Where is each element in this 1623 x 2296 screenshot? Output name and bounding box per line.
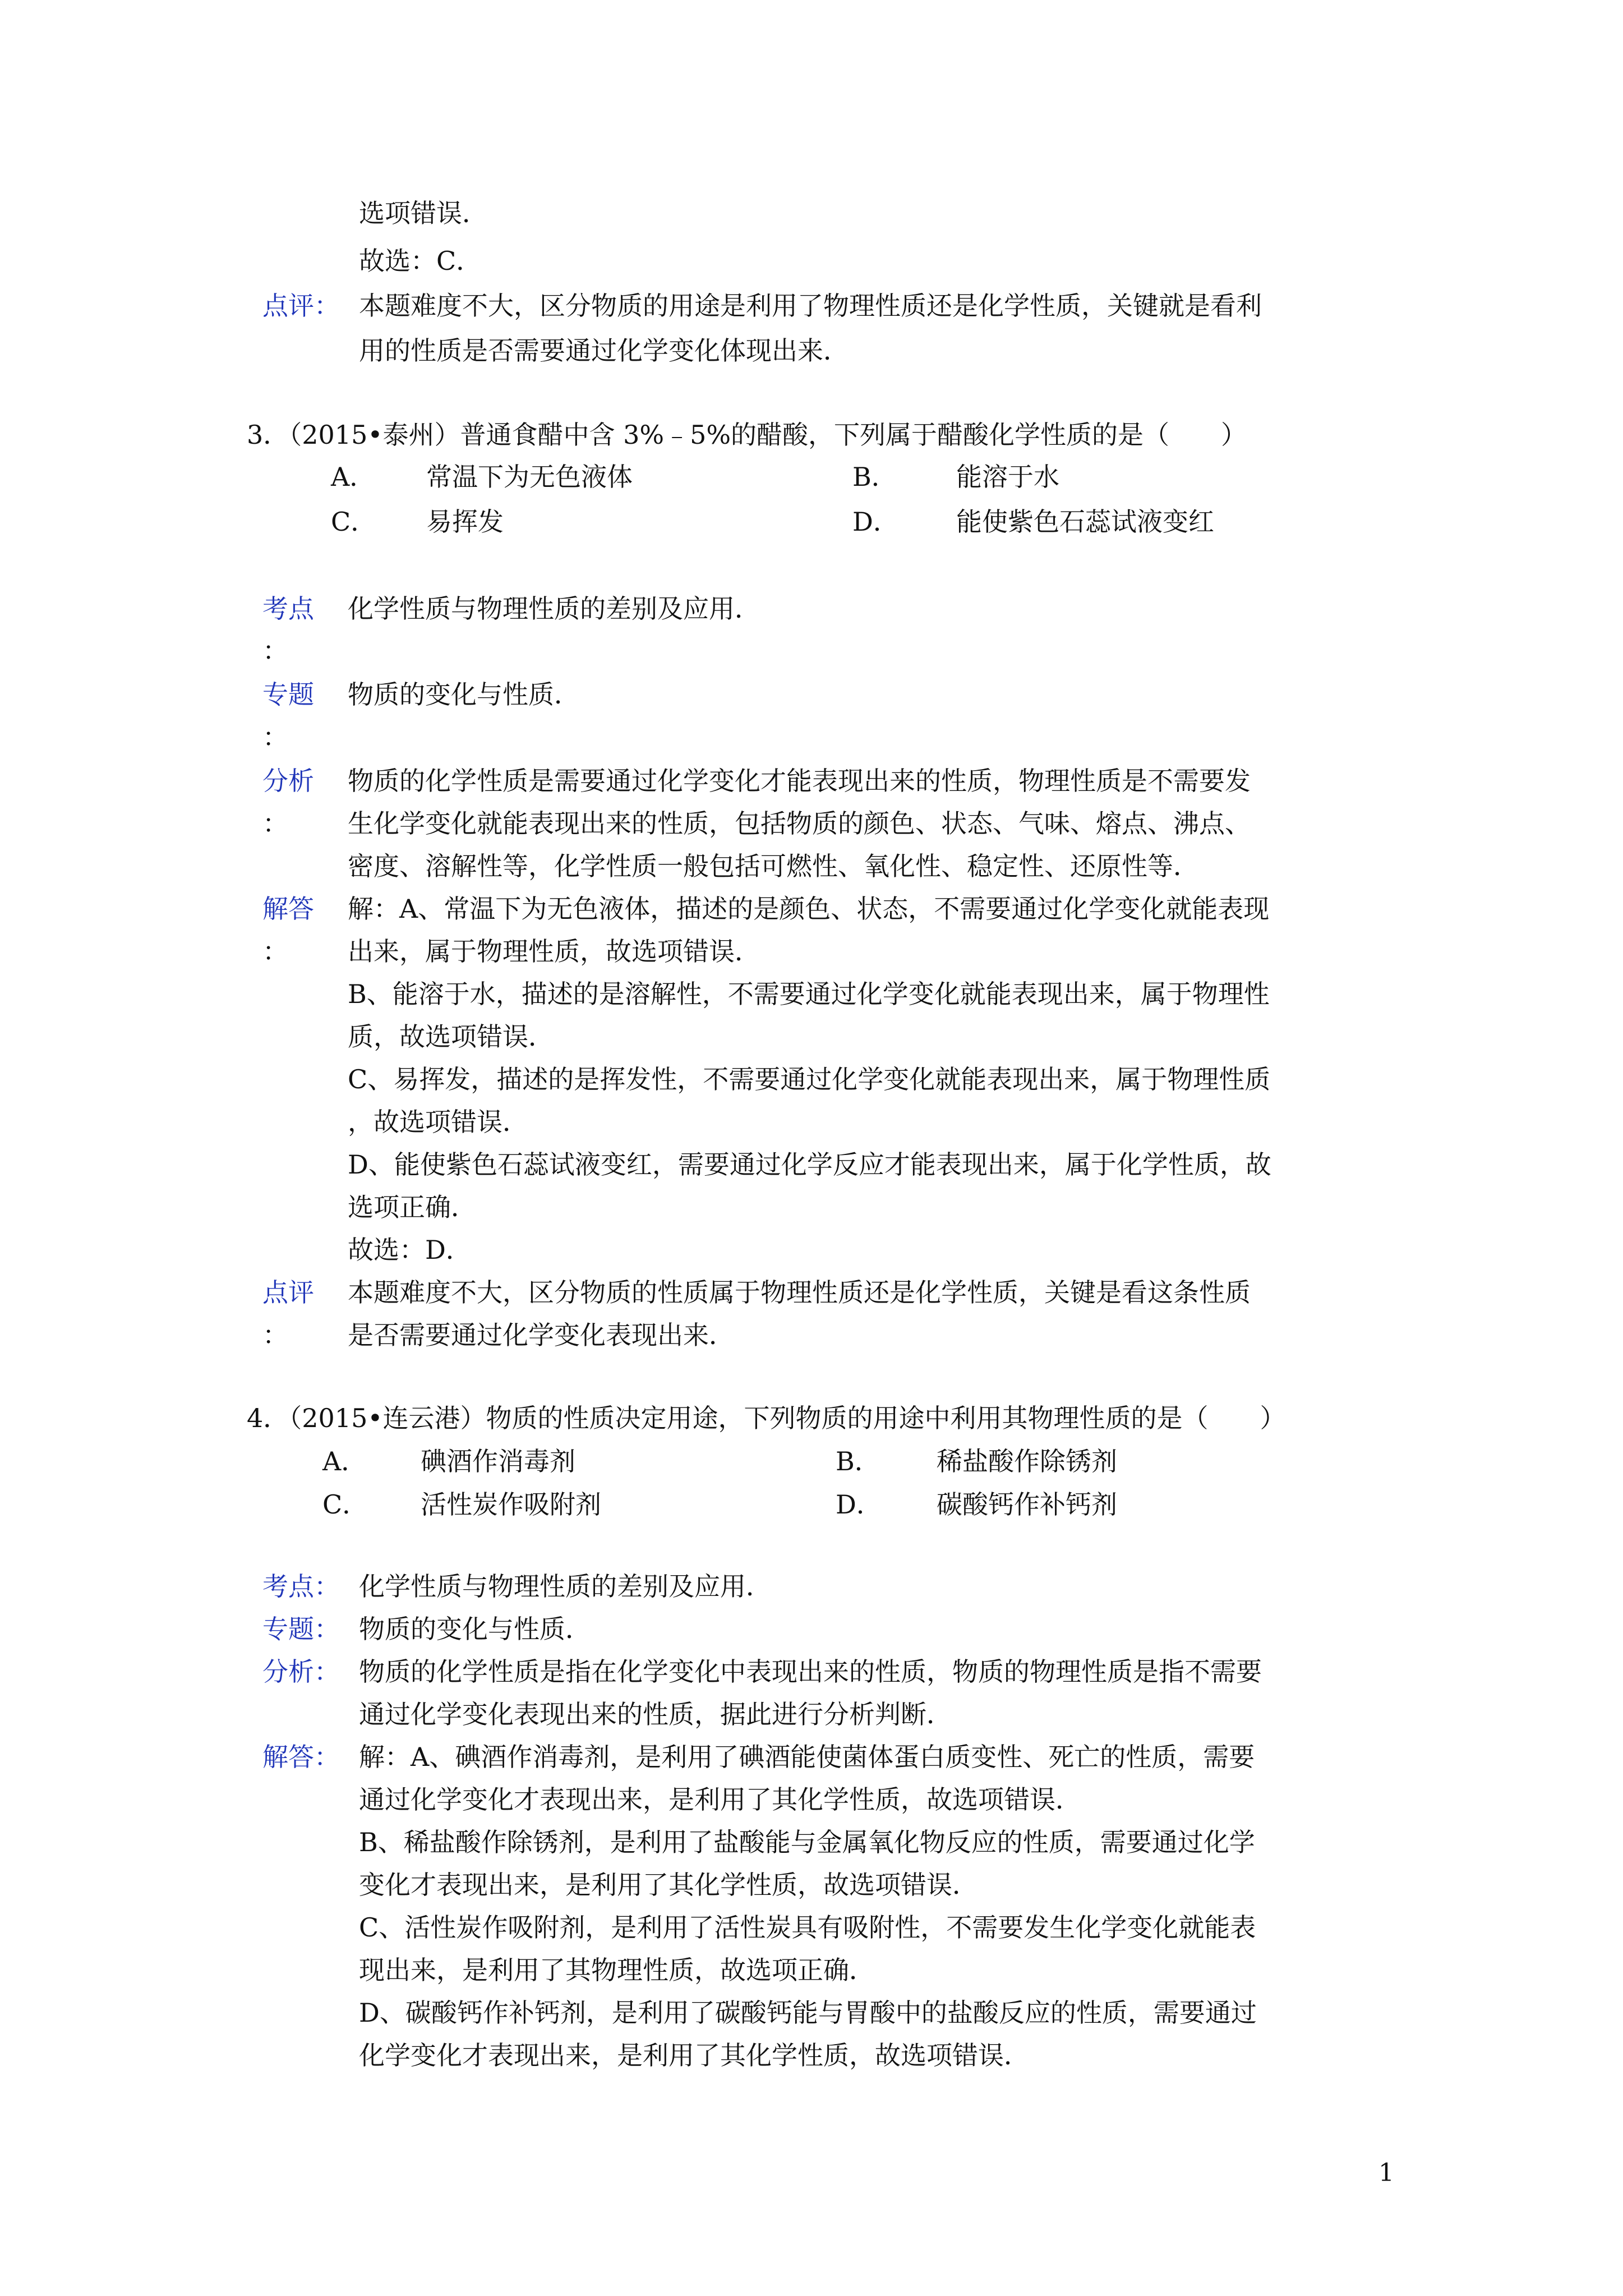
comment-text-line: 用的性质是否需要通过化学变化体现出来． [359,335,849,366]
jieda-line: 质，故选项错误． [348,1022,554,1052]
kaodian-text: 化学性质与物理性质的差别及应用． [359,1571,772,1602]
option-letter: D． [852,507,899,537]
fenxi-line: 物质的化学性质是需要通过化学变化才能表现出来的性质，物理性质是不需要发 [348,766,1251,796]
jieda-label: 解答 [262,894,314,924]
label-colon: ： [262,636,288,666]
option-text: 碘酒作消毒剂 [421,1446,575,1476]
jieda-line: 化学变化才表现出来，是利用了其化学性质，故选项错误． [359,2040,1030,2070]
jieda-line: 故选：D． [348,1235,472,1265]
jieda-line: 出来，属于物理性质，故选项错误． [348,936,760,967]
label-colon: ： [262,1320,288,1350]
option-text: 能溶于水 [956,462,1059,492]
fenxi-label: 分析： [262,1657,340,1687]
page-number: 1 [1378,2159,1394,2187]
jieda-line: ，故选项错误． [348,1107,528,1137]
label-colon: ： [262,936,288,967]
option-letter: B． [852,462,897,492]
option-letter: C． [322,1489,368,1520]
jieda-line: 现出来，是利用了其物理性质，故选项正确． [359,1955,875,1985]
option-text: 常温下为无色液体 [426,462,633,492]
zhuanti-label: 专题： [262,1614,340,1644]
jieda-line: C、活性炭作吸附剂，是利用了活性炭具有吸附性，不需要发生化学变化就能表 [359,1912,1256,1943]
answer-line: 故选：C． [359,246,482,276]
option-text: 能使紫色石蕊试液变红 [956,507,1214,537]
kaodian-label: 考点 [262,593,314,624]
jieda-line: D、能使紫色石蕊试液变红，需要通过化学反应才能表现出来，属于化学性质，故 [348,1149,1271,1180]
fenxi-line: 生化学变化就能表现出来的性质，包括物质的颜色、状态、气味、熔点、沸点、 [348,808,1251,839]
fenxi-line: 通过化学变化表现出来的性质，据此进行分析判断． [359,1699,952,1729]
option-letter: B． [836,1446,880,1476]
jieda-line: D、碳酸钙作补钙剂，是利用了碳酸钙能与胃酸中的盐酸反应的性质，需要通过 [359,1998,1257,2028]
continued-text-line: 选项错误． [359,198,488,228]
jieda-line: 变化才表现出来，是利用了其化学性质，故选项错误． [359,1870,978,1900]
option-text: 活性炭作吸附剂 [421,1489,601,1520]
option-letter: D． [836,1489,882,1520]
dianping-line: 本题难度不大，区分物质的性质属于物理性质还是化学性质，关键是看这条性质 [348,1277,1251,1308]
option-letter: A． [331,462,376,492]
jieda-line: 通过化学变化才表现出来，是利用了其化学性质，故选项错误． [359,1784,1081,1815]
jieda-line: 解：A、常温下为无色液体，描述的是颜色、状态，不需要通过化学变化就能表现 [348,894,1270,924]
option-letter: C． [331,507,377,537]
question-3-stem: 3．（2015•泰州）普通食醋中含 3%﹣5%的醋酸，下列属于醋酸化学性质的是（ ） [247,420,1247,450]
zhuanti-text: 物质的变化与性质． [359,1614,591,1644]
jieda-line: B、能溶于水，描述的是溶解性，不需要通过化学变化就能表现出来，属于物理性 [348,979,1270,1009]
fenxi-label: 分析 [262,766,314,796]
zhuanti-label: 专题 [262,679,314,710]
label-colon: ： [262,722,288,752]
dianping-label: 点评 [262,1277,314,1308]
kaodian-label: 考点： [262,1571,340,1602]
comment-text-line: 本题难度不大，区分物质的用途是利用了物理性质还是化学性质，关键就是看利 [359,291,1262,321]
zhuanti-text: 物质的变化与性质． [348,679,580,710]
comment-label: 点评： [262,291,340,321]
label-colon: ： [262,808,288,839]
jieda-line: C、易挥发，描述的是挥发性，不需要通过化学变化就能表现出来，属于物理性质 [348,1064,1271,1094]
dianping-line: 是否需要通过化学变化表现出来． [348,1320,735,1350]
option-text: 碳酸钙作补钙剂 [937,1489,1117,1520]
jieda-label: 解答： [262,1742,340,1772]
option-letter: A． [322,1446,367,1476]
kaodian-text: 化学性质与物理性质的差别及应用． [348,593,760,624]
jieda-line: 选项正确． [348,1192,477,1222]
fenxi-line: 密度、溶解性等，化学性质一般包括可燃性、氧化性、稳定性、还原性等． [348,851,1199,881]
jieda-line: B、稀盐酸作除锈剂，是利用了盐酸能与金属氧化物反应的性质，需要通过化学 [359,1827,1255,1857]
jieda-line: 解：A、碘酒作消毒剂，是利用了碘酒能使菌体蛋白质变性、死亡的性质，需要 [359,1742,1255,1772]
option-text: 易挥发 [426,507,504,537]
fenxi-line: 物质的化学性质是指在化学变化中表现出来的性质，物质的物理性质是指不需要 [359,1657,1262,1687]
option-text: 稀盐酸作除锈剂 [937,1446,1117,1476]
question-4-stem: 4．（2015•连云港）物质的性质决定用途，下列物质的用途中利用其物理性质的是（ ） [247,1403,1286,1433]
comment-colon: ： [314,291,340,321]
